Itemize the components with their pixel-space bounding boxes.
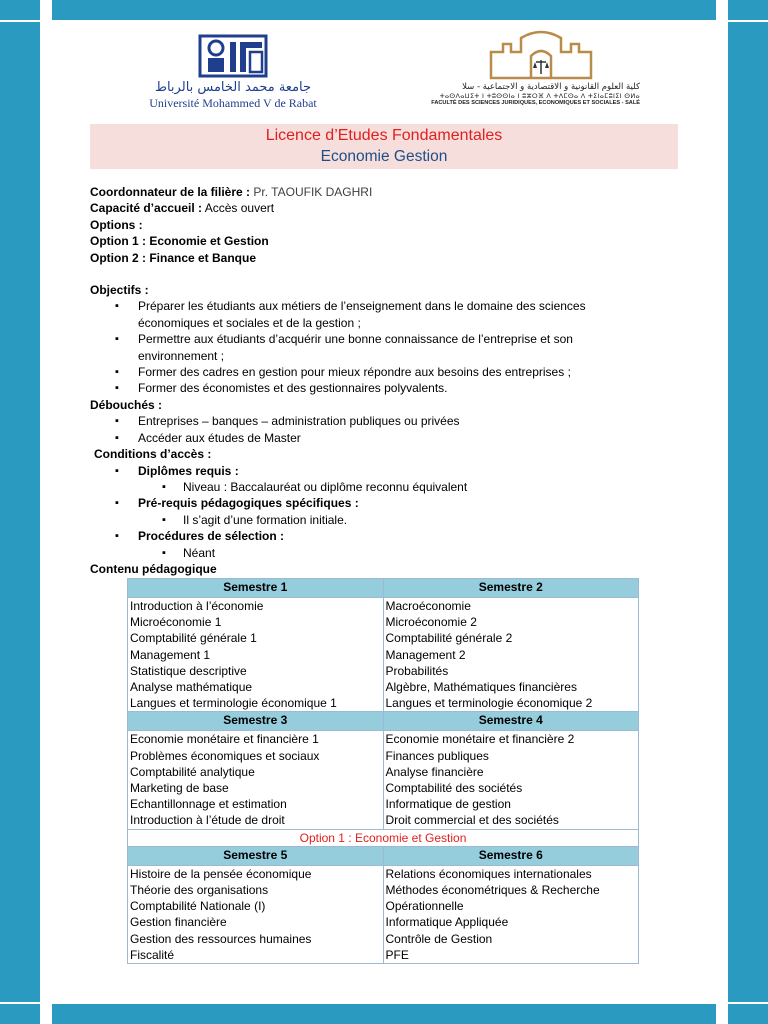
semester-header: Semestre 3 — [128, 712, 384, 731]
coordinator-value: Pr. TAOUFIK DAGHRI — [253, 185, 373, 199]
capacity-line — [90, 200, 690, 216]
list-item: ▪ Préparer les étudiants aux métiers de l’enseignement dans le domaine des sciences économiques et sociales et de la gestion ; — [90, 298, 690, 331]
faculty-building-icon — [481, 30, 601, 80]
faculty-name-arabic: كلية العلوم القانونية و الاقتصادية و الاجتماعية - سلا — [462, 82, 640, 92]
semester-header: Semestre 5 — [128, 846, 384, 865]
university-logo — [128, 34, 338, 108]
table-row — [128, 731, 639, 829]
semester-6-courses: Relations économiques internationales Méthodes économétriques & Recherche Opérationnelle Informatique Appliquée Contrôle de Gestion PFE — [383, 865, 639, 963]
faculty-name-french: FACULTÉ DES SCIENCES JURIDIQUES, ECONOMIQUES ET SOCIALES - SALÉ — [431, 100, 640, 106]
table-row — [128, 865, 639, 963]
semester-header: Semestre 6 — [383, 846, 639, 865]
option-row — [128, 829, 639, 846]
semester-2-courses: Macroéconomie Microéconomie 2 Comptabilité générale 2 Management 2 Probabilités Algèbre, Mathématiques financières Langues et terminologie économique 2 — [383, 598, 639, 712]
option-1: Option 1 : Economie et Gestion — [90, 234, 269, 249]
border-gap-right — [716, 0, 728, 1024]
list-item: ▪ Il s’agit d’une formation initiale. — [90, 512, 690, 528]
page-border-bottom — [52, 1004, 716, 1024]
capacity-label: Capacité d’accueil : — [90, 201, 203, 216]
objectifs-label: Objectifs : — [90, 283, 149, 298]
page-border-top — [52, 0, 716, 20]
table-row — [128, 598, 639, 712]
coordinator-line — [90, 184, 690, 200]
border-gap-left — [40, 0, 52, 1024]
semester-header: Semestre 4 — [383, 712, 639, 731]
conditions-label: Conditions d’accès : — [94, 447, 212, 462]
page-subtitle: Economie Gestion — [320, 148, 448, 165]
university-name-latin: Université Mohammed V de Rabat — [149, 96, 317, 110]
list-item: ▪ Niveau : Baccalauréat ou diplôme reconnu équivalent — [90, 479, 690, 495]
conditions-list — [90, 463, 690, 479]
option-1-heading: Option 1 : Economie et Gestion — [128, 829, 639, 846]
university-emblem-icon — [198, 34, 268, 78]
table-header-row — [128, 712, 639, 731]
list-item: ▪ Former des cadres en gestion pour mieux répondre aux besoins des entreprises ; — [90, 364, 690, 380]
semester-3-courses: Economie monétaire et financière 1 Problèmes économiques et sociaux Comptabilité analytique Marketing de base Echantillonnage et estimation Introduction à l’étude de droit — [128, 731, 384, 829]
prereq-label: ▪ Pré-requis pédagogiques spécifiques : — [90, 495, 690, 511]
university-name-arabic: جامعة محمد الخامس بالرباط — [154, 80, 312, 95]
list-item: ▪ Permettre aux étudiants d’acquérir une bonne connaissance de l’entreprise et son environnement ; — [90, 331, 690, 364]
page-title: Licence d’Etudes Fondamentales — [265, 127, 503, 144]
semester-4-courses: Economie monétaire et financière 2 Finances publiques Analyse financière Comptabilité des sociétés Informatique de gestion Droit commercial et des sociétés — [383, 731, 639, 829]
list-item: ▪ Entreprises – banques – administration publiques ou privées — [90, 413, 690, 429]
list-item: ▪ Accéder aux études de Master — [90, 430, 690, 446]
semester-header: Semestre 2 — [383, 579, 639, 598]
border-tile-line — [0, 1002, 40, 1004]
procedures-label: ▪ Procédures de sélection : — [90, 528, 690, 544]
border-tile-line — [0, 20, 40, 22]
table-header-row — [128, 579, 639, 598]
debouches-label: Débouchés : — [90, 397, 163, 412]
title-box — [90, 124, 678, 169]
semester-1-courses: Introduction à l’économie Microéconomie 1 Comptabilité générale 1 Management 1 Statistique descriptive Analyse mathématique Langues et terminologie économique 1 — [128, 598, 384, 712]
contenu-label: Contenu pédagogique — [90, 561, 217, 576]
border-tile-line — [728, 1002, 768, 1004]
curriculum-table — [127, 578, 639, 964]
semester-5-courses: Histoire de la pensée économique Théorie des organisations Comptabilité Nationale (I) Gestion financière Gestion des ressources humaines Fiscalité — [128, 865, 384, 963]
page-border-left — [0, 0, 40, 1024]
page-border-right — [728, 0, 768, 1024]
capacity-value: Accès ouvert — [204, 201, 275, 216]
border-tile-line — [728, 20, 768, 22]
faculty-logo — [425, 30, 640, 106]
semester-header: Semestre 1 — [128, 579, 384, 598]
table-header-row — [128, 846, 639, 865]
list-item: ▪ Former des économistes et des gestionnaires polyvalents. — [90, 380, 690, 396]
program-description — [90, 184, 690, 577]
list-item: ▪ Néant — [90, 545, 690, 561]
diplomes-label: ▪ Diplômes requis : — [90, 463, 690, 479]
coordinator-label: Coordonnateur de la filière : — [90, 185, 251, 199]
options-label: Options : — [90, 217, 143, 232]
objectifs-list — [90, 298, 690, 396]
option-2: Option 2 : Finance et Banque — [90, 250, 257, 265]
faculty-name-tifinagh: ⵜⴰⵙⴷⴰⵡⵉⵜ ⵏ ⵜⵓⵙⵙⵏⴰ ⵏ ⵓⵣⵔⴼ ⴷ ⵜⴷⵎⵙⴰ ⴷ ⵜⵉⵏⴰⵎⵓⵏⵉⵏ ⵙⵍⴰ — [439, 92, 640, 100]
debouches-list — [90, 413, 690, 446]
